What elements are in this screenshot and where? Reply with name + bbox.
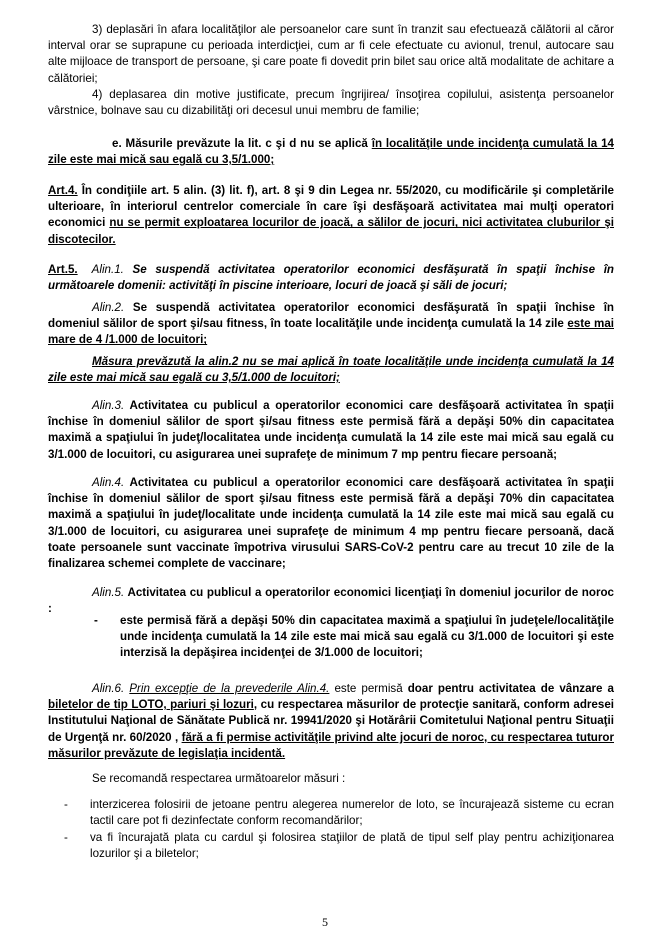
alin2: [48, 300, 614, 349]
alin6-loto: biletelor de tip LOTO, pariuri şi lozuri: [48, 698, 254, 712]
recommendation-text: va fi încurajată plata cu cardul şi folosirea staţiilor de plată de tipul self play pentru achiziţionarea lozurilor şi a biletelor;: [90, 831, 614, 861]
alin5-bullet-item: [48, 613, 614, 662]
paragraph-transit: 3) deplasări în afara localităţilor ale persoanelor care sunt în tranzit sau efectuează călătorii al căror interval orar se suprapune cu perioada interdicţiei, cum ar fi cele efectuate cu avionul, trenul, autocare sau alte mijloace de transport de persoane, şi care poate fi dovedit prin bilet sau orice altă modalitate de achitare a călătoriei;: [48, 23, 614, 85]
measure-alin2-exception: Măsura prevăzută la alin.2 nu se mai aplică în toate localităţile unde incidenţa cumulată la 14 zile este mai mică sau egală cu 3,5/1.000 de locuitori;: [48, 355, 614, 385]
article-4-text: În condiţiile art. 5 alin. (3) lit. f), art. 8 şi 9 din Legea nr. 55/2020, cu modificările şi completările ulterioare, în interiorul centrelor comerciale în care îşi desfăşoară activitatea mai mulţi operatori economici: [48, 184, 614, 230]
alin3-text: Activitatea cu publicul a operatorilor economici care desfăşoară activitatea în spaţii închise în domeniul sălilor de sport şi/sau fitness este permisă fără a depăşi 50% din capacitatea maximă a spaţiului în judeţ/localitatea unde incidenţa cumulată la 14 zile este mai mică sau egală cu 3/1.000 de locuitori, cu asigurarea unei suprafeţe de minimum 7 mp pentru fiecare persoană;: [48, 399, 614, 461]
alin6-only-for: doar pentru activitatea de vânzare a: [407, 682, 615, 695]
page-number: 5: [322, 915, 328, 929]
alin2-label: Alin.2.: [92, 301, 125, 314]
bullet-dash: -: [94, 614, 98, 627]
paragraph-measure-e: [48, 136, 614, 168]
recommendation-item: [48, 830, 614, 862]
alin6: [48, 681, 614, 762]
alin6-conditions: , cu respectarea măsurilor de protecţie sanitară, conform adresei Institutului Naţional de Sănătate Publică nr. 19941/2020 şi Hotărârii Comitetului Naţional pentru Situaţii de Urgenţă nr. 60/2020 ,: [48, 698, 614, 744]
alin1-text: Se suspendă activitatea operatorilor economici desfăşurată în spaţii închise în următoarele domenii: activităţi în piscine interioare, locuri de joacă şi săli de jocuri;: [48, 263, 614, 293]
alin6-no-other-games: fără a fi permise activităţile privind alte jocuri de noroc, cu respectarea tuturor măsurilor prevăzute de legislaţia incidentă.: [48, 730, 614, 760]
alin5-text: Activitatea cu publicul a operatorilor economici licenţiaţi în domeniul jocurilor de noroc :: [48, 586, 614, 616]
alin3-label: Alin.3.: [92, 399, 125, 412]
alin2-threshold: este mai mare de 4 /1.000 de locuitori;: [48, 317, 614, 347]
alin5-label: Alin.5.: [92, 586, 125, 599]
recommendations-intro: Se recomandă respectarea următoarelor măsuri :: [92, 772, 346, 785]
alin4-text: Activitatea cu publicul a operatorilor economici care desfăşoară activitatea în spaţii închise în domeniul sălilor de sport şi/sau fitness este permisă fără a depăşi 70% din capacitatea maximă a spaţiului în judeţ/localitate unde incidenţa cumulată la 14 zile este mai mică sau egală cu 3/1.000 de locuitori, cu asigurarea unei suprafeţe de minimum 4 mp pentru fiecare persoană, dacă toate persoanele sunt vaccinate împotriva virusului SARS-CoV-2 pentru care au trecut 10 zile de la finalizarea schemei complete de vaccinare;: [48, 476, 614, 571]
alin6-label: Alin.6.: [92, 682, 125, 695]
alin4: [48, 475, 614, 572]
paragraph-justified-reasons: 4) deplasarea din motive justificate, precum îngrijirea/ însoţirea copilului, asistenţa persoanelor vârstnice, bolnave sau cu dizabilităţi ori decesul unui membru de familie;: [48, 88, 614, 118]
alin2-text: Se suspendă activitatea operatorilor economici desfăşurată în spaţii închise în domeniul sălilor de sport şi/sau fitness, în toate localităţile unde incidenţa cumulată la 14 zile: [48, 301, 614, 331]
bullet-dash: -: [64, 831, 68, 844]
alin6-exception: Prin excepţie de la prevederile Alin.4.: [129, 682, 330, 695]
article-4-label: Art.4.: [48, 184, 78, 197]
recommendation-text: interzicerea folosirii de jetoane pentru alegerea numerelor de loto, se încurajează sisteme cu ecran tactil care pot fi dezinfectate conform recomandărilor;: [90, 798, 614, 828]
article-5: [48, 262, 614, 294]
article-4-prohibition: nu se permit exploatarea locurilor de joacă, a sălilor de jocuri, nici activitatea cluburilor şi discotecilor.: [48, 216, 615, 246]
recommendation-item: [48, 797, 614, 829]
measure-e-text: e. Măsurile prevăzute la lit. c şi d nu se aplică: [112, 137, 372, 150]
bullet-dash: -: [64, 798, 68, 811]
alin4-label: Alin.4.: [92, 476, 125, 489]
alin3: [48, 398, 614, 463]
article-5-label: Art.5.: [48, 263, 78, 276]
alin1-label: Alin.1.: [91, 263, 124, 276]
alin5-bullet-text: este permisă fără a depăşi 50% din capacitatea maximă a spaţiului în judeţele/localităţile unde incidenţa cumulată la 14 zile este mai mică sau egală cu 3/1.000 de locuitori şi este interzisă la depăşirea incidenţei de 3/1.000 de locuitori;: [120, 614, 614, 660]
article-4: [48, 183, 614, 248]
measure-e-condition: în localităţile unde incidenţa cumulată la 14 zile este mai mică sau egală cu 3,5/1.000;: [48, 137, 614, 167]
alin6-permitted: este permisă: [329, 682, 408, 695]
